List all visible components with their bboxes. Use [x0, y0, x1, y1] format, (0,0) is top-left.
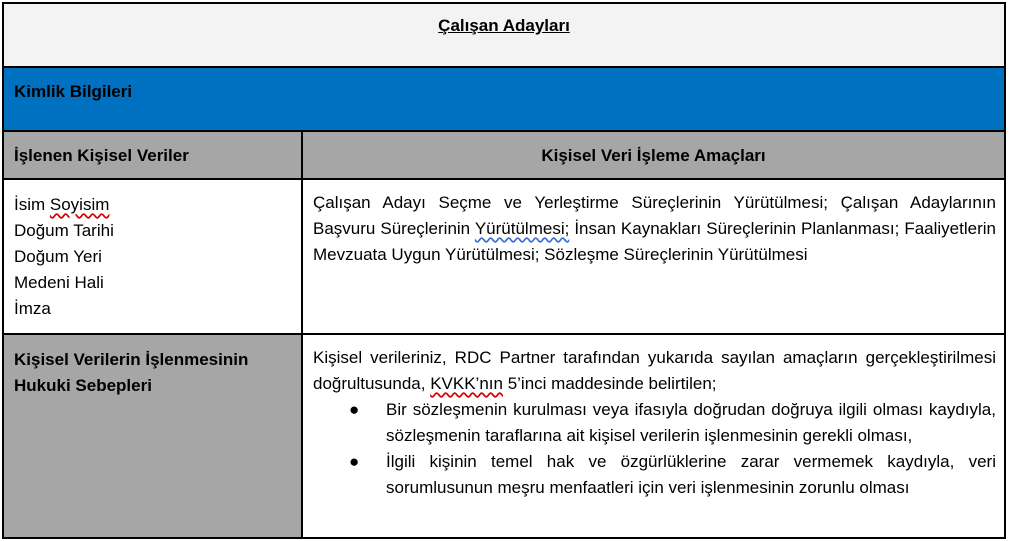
bullet-icon: ● — [349, 400, 360, 419]
bullet-icon: ● — [349, 452, 360, 471]
column-header-right-label: Kişisel Veri İşleme Amaçları — [541, 146, 766, 165]
list-item: Doğum Yeri — [14, 247, 102, 266]
table-title-cell — [2, 2, 1006, 68]
section-header-cell — [2, 66, 1006, 132]
bullet-text: Bir sözleşmenin kurulması veya ifasıyla doğrudan doğruya ilgili olması kaydıyla, sözleşmenin taraflarına ait kişisel verilerin işlenmesinin gerekli olması, — [386, 400, 996, 445]
column-header-left — [2, 130, 303, 180]
isim-text: İsim — [14, 195, 50, 214]
legal-intro — [313, 345, 996, 397]
bullet-text: İlgili kişinin temel hak ve özgürlüklerine zarar vermemek kaydıyla, veri sorumlusunun meşru menfaatleri için veri işlenmesinin zorunlu olması — [386, 452, 996, 497]
purposes-link: Yürütülmesi; — [474, 219, 570, 238]
list-item: İmza — [14, 299, 51, 318]
list-item — [303, 397, 996, 449]
legal-intro-part1: Kişisel verileriniz, RDC Partner tarafından yukarıda sayılan amaçların gerçekleştirilmesi doğrultusunda, — [313, 348, 996, 393]
legal-intro-part2: 5’inci maddesinde belirtilen; — [502, 374, 717, 393]
purposes-text — [313, 190, 996, 268]
column-header-right — [301, 130, 1006, 180]
purposes-part2: İnsan Kaynakları Süreçlerinin Planlanması; Faaliyetlerin Mevzuata Uygun Yürütülmesi; Sözleşme Süreçlerinin Yürütülmesi — [313, 219, 996, 264]
kvkk-text: KVKK’nın — [430, 374, 503, 393]
legal-basis-cell — [301, 333, 1006, 539]
list-item: Medeni Hali — [14, 273, 104, 292]
table-title: Çalışan Adayları — [438, 16, 570, 35]
soyisim-text: Soyisim — [49, 195, 110, 214]
legal-basis-label-cell — [2, 333, 303, 539]
personal-data-list — [14, 192, 114, 322]
personal-data-cell — [2, 178, 303, 335]
data-table — [2, 2, 1006, 539]
legal-bullets — [303, 397, 996, 501]
purposes-part1: Çalışan Adayı Seçme ve Yerleştirme Süreçlerinin Yürütülmesi; Çalışan Adaylarının Başvuru Süreçlerinin — [313, 193, 996, 238]
column-header-left-label: İşlenen Kişisel Veriler — [14, 146, 189, 165]
purposes-cell — [301, 178, 1006, 335]
list-item — [14, 192, 114, 218]
list-item: Doğum Tarihi — [14, 221, 114, 240]
list-item — [303, 449, 996, 501]
legal-basis-label: Kişisel Verilerin İşlenmesinin Hukuki Sebepleri — [14, 350, 249, 395]
section-title: Kimlik Bilgileri — [14, 82, 133, 101]
